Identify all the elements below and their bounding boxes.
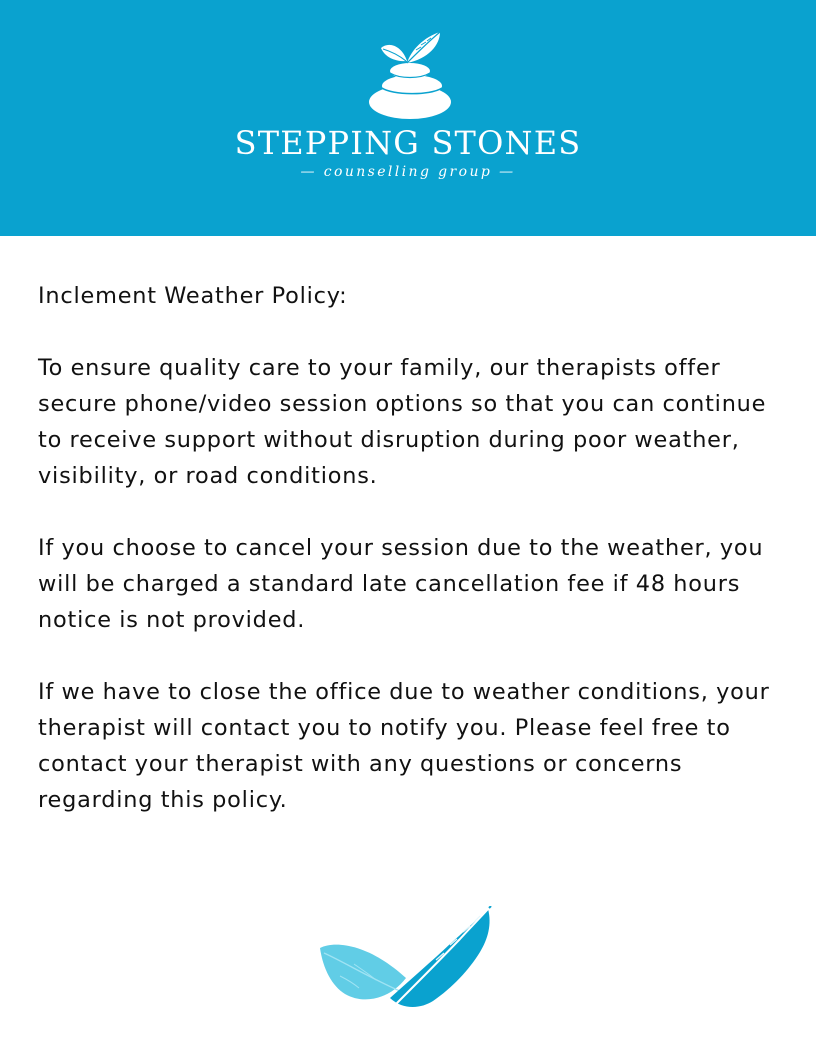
brand-name: STEPPING STONES bbox=[234, 124, 582, 162]
feather-icon bbox=[318, 906, 498, 1014]
header-banner bbox=[0, 0, 816, 236]
policy-content bbox=[38, 278, 788, 818]
stacked-stones-feather-icon bbox=[358, 30, 462, 122]
policy-title: Inclement Weather Policy: bbox=[38, 283, 348, 309]
policy-paragraph-3: If we have to close the office due to weather conditions, your therapist will contact you to notify you. Please feel free to contact your therapist with any questions or concerns regarding this policy. bbox=[38, 679, 770, 813]
policy-paragraph-1: To ensure quality care to your family, our therapists offer secure phone/video session options so that you can continue to receive support without disruption during poor weather, visibility, or road conditions. bbox=[38, 355, 767, 489]
policy-paragraph-2: If you choose to cancel your session due to the weather, you will be charged a standard late cancellation fee if 48 hours notice is not provided. bbox=[38, 535, 764, 633]
brand-tagline: — counselling group — bbox=[300, 164, 516, 180]
